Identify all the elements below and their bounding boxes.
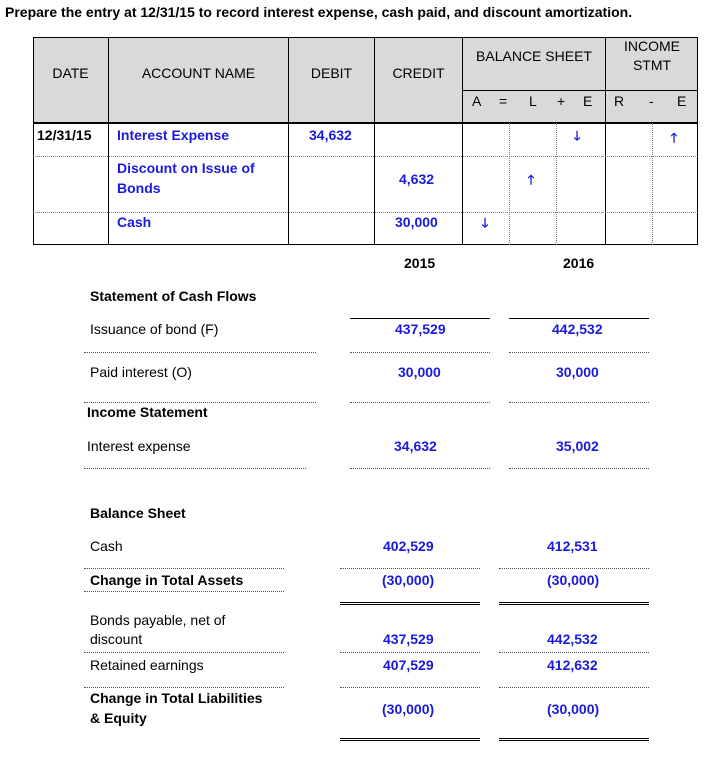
bonds-2016: 442,532: [547, 631, 598, 647]
header-a: A: [472, 93, 482, 109]
change-le-2016: (30,000): [547, 701, 600, 717]
down-arrow-icon: 🡓: [481, 215, 489, 230]
row2-account-line1: Discount on Issue of: [117, 160, 255, 176]
header-date: DATE: [52, 65, 89, 81]
journal-table: [33, 37, 698, 245]
header-balance-sheet: BALANCE SHEET: [476, 48, 592, 64]
paid-interest-2016: 30,000: [556, 364, 599, 380]
cash-2016: 412,531: [547, 538, 598, 554]
up-arrow-icon: 🡑: [527, 172, 535, 187]
page-title: Prepare the entry at 12/31/15 to record interest expense, cash paid, and discount amortization.: [5, 4, 633, 20]
row2-account-line2: Bonds: [117, 180, 161, 196]
row3-account: Cash: [117, 214, 152, 230]
down-arrow-icon: 🡓: [573, 128, 581, 143]
row1-debit: 34,632: [309, 127, 352, 143]
issuance-label: Issuance of bond (F): [90, 321, 219, 337]
issuance-2016: 442,532: [552, 321, 603, 337]
header-account-name: ACCOUNT NAME: [141, 65, 256, 81]
retained-label: Retained earnings: [90, 657, 204, 673]
cash-flows-title: Statement of Cash Flows: [90, 288, 257, 304]
change-le-label-1: Change in Total Liabilities: [90, 690, 263, 706]
row1-account: Interest Expense: [117, 127, 230, 143]
change-assets-label: Change in Total Assets: [90, 572, 244, 588]
header-credit: CREDIT: [392, 65, 445, 81]
change-assets-2015: (30,000): [382, 572, 435, 588]
balance-sheet-title: Balance Sheet: [90, 505, 186, 521]
cash-label: Cash: [90, 538, 123, 554]
income-statement-title: Income Statement: [87, 404, 208, 420]
row2-credit: 4,632: [399, 171, 435, 187]
row3-credit: 30,000: [395, 214, 438, 230]
change-le-2015: (30,000): [382, 701, 435, 717]
change-assets-2016: (30,000): [547, 572, 600, 588]
header-income-stmt-1: INCOME: [624, 38, 680, 54]
up-arrow-icon: 🡑: [670, 130, 678, 145]
bonds-label-2: discount: [90, 631, 143, 647]
interest-expense-2015: 34,632: [394, 438, 437, 454]
header-r: R: [614, 93, 625, 109]
year-2016: 2016: [563, 255, 595, 271]
interest-expense-label: Interest expense: [87, 438, 191, 454]
issuance-2015: 437,529: [395, 321, 446, 337]
paid-interest-2015: 30,000: [398, 364, 441, 380]
header-e: E: [583, 93, 593, 109]
header-e2: E: [677, 93, 687, 109]
paid-interest-label: Paid interest (O): [90, 364, 192, 380]
retained-2015: 407,529: [383, 657, 434, 673]
header-income-stmt-2: STMT: [632, 57, 672, 73]
header-plus: +: [557, 93, 566, 109]
interest-expense-2016: 35,002: [556, 438, 599, 454]
bonds-2015: 437,529: [383, 631, 434, 647]
header-l: L: [529, 93, 537, 109]
retained-2016: 412,632: [547, 657, 598, 673]
cash-2015: 402,529: [383, 538, 434, 554]
change-le-label-2: & Equity: [90, 710, 147, 726]
row1-date: 12/31/15: [37, 127, 92, 143]
bonds-label-1: Bonds payable, net of: [90, 612, 226, 628]
header-eq: =: [499, 93, 508, 109]
header-debit: DEBIT: [310, 65, 353, 81]
header-minus: -: [649, 93, 654, 109]
year-2015: 2015: [404, 255, 436, 271]
